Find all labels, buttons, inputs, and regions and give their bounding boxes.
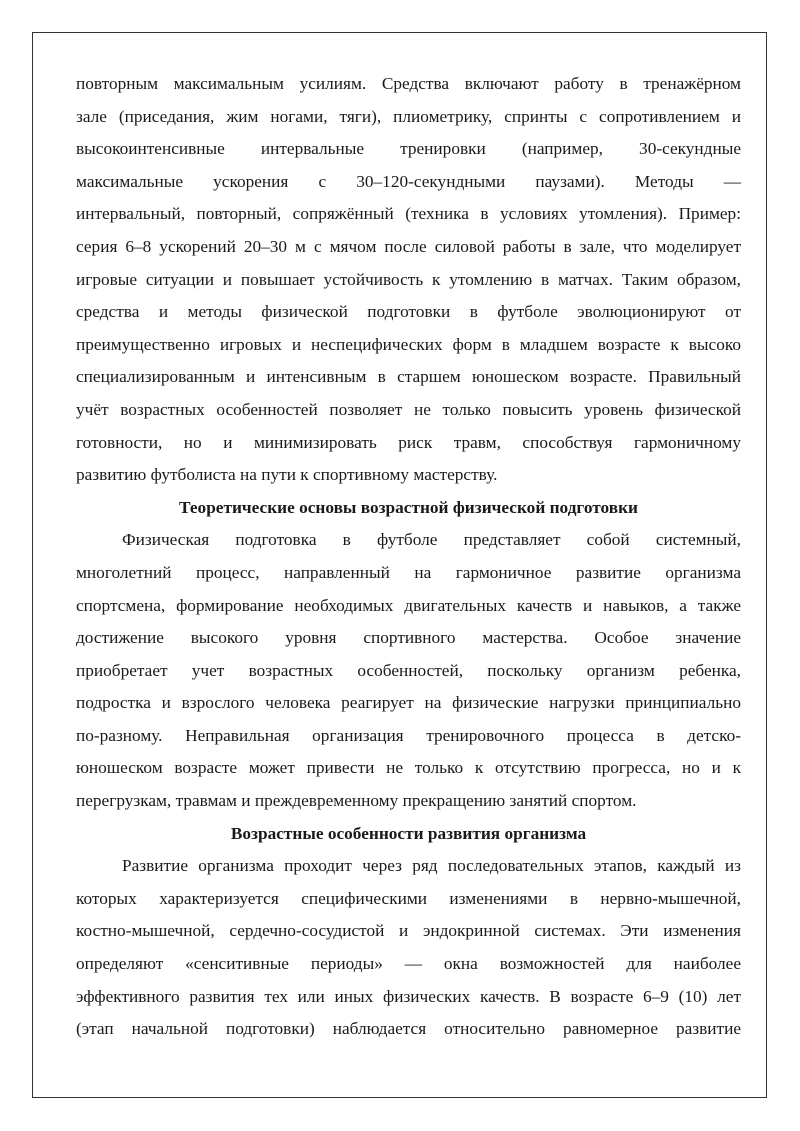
text-line: готовности, но и минимизировать риск травм, способствуя гармоничному — [76, 432, 741, 452]
paragraph-2 — [76, 524, 741, 817]
text-line: максимальные ускорения с 30–120-секундными паузами). Методы — — [76, 171, 741, 191]
text-line: Физическая подготовка в футболе представляет собой системный, — [122, 530, 741, 550]
text-line: многолетний процесс, направленный на гармоничное развитие организма — [76, 562, 741, 582]
paragraph-1 — [76, 68, 741, 492]
text-line: учёт возрастных особенностей позволяет не только повысить уровень физической — [76, 399, 741, 419]
text-line: спортсмена, формирование необходимых двигательных качеств и навыков, а также — [76, 595, 741, 615]
text-line: средства и методы физической подготовки в футболе эволюционируют от — [76, 302, 741, 322]
text-line: костно-мышечной, сердечно-сосудистой и эндокринной системах. Эти изменения — [76, 921, 741, 941]
text-line: серия 6–8 ускорений 20–30 м с мячом после силовой работы в зале, что моделирует — [76, 236, 741, 256]
section-heading: Возрастные особенности развития организма — [230, 823, 587, 843]
text-line: достижение высокого уровня спортивного мастерства. Особое значение — [76, 628, 741, 648]
text-line: высокоинтенсивные интервальные тренировки (например, 30-секундные — [76, 139, 741, 159]
paragraph-3 — [76, 850, 741, 1046]
text-line: перегрузкам, травмам и преждевременному прекращению занятий спортом. — [76, 791, 637, 811]
text-line: зале (приседания, жим ногами, тяги), плиометрику, спринты с сопротивлением и — [76, 106, 741, 126]
text-line: подростка и взрослого человека реагирует на физические нагрузки принципиально — [76, 693, 741, 713]
text-line: повторным максимальным усилиям. Средства включают работу в тренажёрном — [76, 74, 741, 93]
text-line: по-разному. Неправильная организация тренировочного процесса в детско- — [76, 725, 741, 745]
text-line: Развитие организма проходит через ряд последовательных этапов, каждый из — [122, 856, 741, 876]
text-line: (этап начальной подготовки) наблюдается относительно равномерное развитие — [76, 1019, 741, 1039]
text-line: определяют «сенситивные периоды» — окна возможностей для наиболее — [76, 954, 741, 974]
text-line: юношеском возрасте может привести не только к отсутствию прогресса, но и к — [76, 758, 741, 778]
section-heading: Теоретические основы возрастной физической подготовки — [179, 497, 638, 517]
text-line: специализированным и интенсивным в старшем юношеском возрасте. Правильный — [76, 367, 741, 387]
text-line: преимущественно игровых и неспецифических форм в младшем возрасте к высоко — [76, 334, 741, 354]
text-line: которых характеризуется специфическими изменениями в нервно-мышечной, — [76, 888, 741, 908]
text-line: приобретает учет возрастных особенностей, поскольку организм ребенка, — [76, 660, 741, 680]
document-body — [76, 68, 741, 1046]
text-line: эффективного развития тех или иных физических качеств. В возрасте 6–9 (10) лет — [76, 986, 741, 1006]
text-line: интервальный, повторный, сопряжённый (техника в условиях утомления). Пример: — [76, 204, 741, 224]
text-line: развитию футболиста на пути к спортивному мастерству. — [76, 465, 498, 485]
text-line: игровые ситуации и повышает устойчивость к утомлению в матчах. Таким образом, — [76, 269, 741, 289]
